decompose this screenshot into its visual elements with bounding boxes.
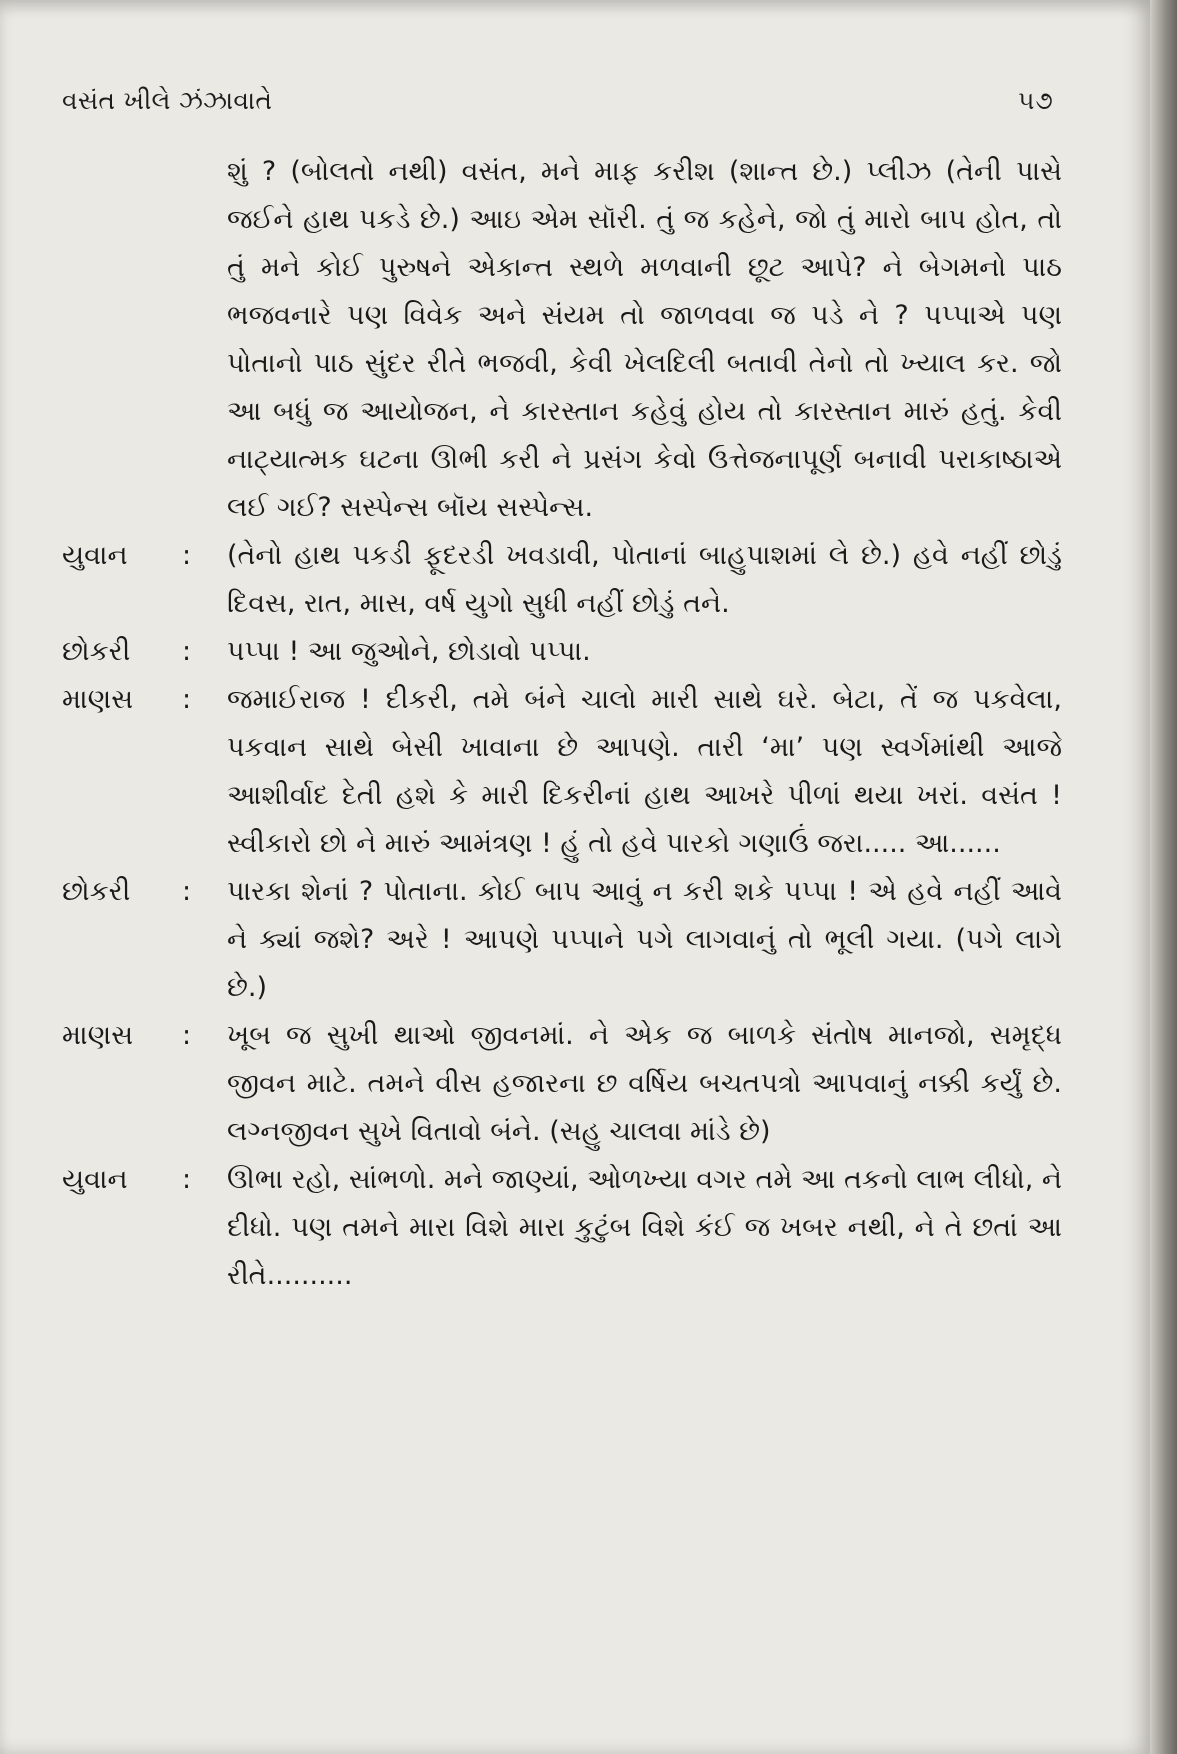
speaker-colon: : <box>182 1020 192 1051</box>
speaker-colon: : <box>182 636 192 667</box>
speaker-colon: : <box>182 540 192 571</box>
speaker-name: માણસ <box>62 1020 134 1051</box>
speech-text: ખૂબ જ સુખી થાઓ જીવનમાં. ને એક જ બાળકે સંતોષ માનજો, સમૃદ્ધ જીવન માટે. તમને વીસ હજારના છ વર્ષિય બચતપત્રો આપવાનું નક્કી કર્યું છે. લગ્નજીવન સુખે વિતાવો બંને. (સહુ ચાલવા માંડે છે) <box>227 1020 1062 1147</box>
speech-line <box>62 1156 1062 1300</box>
page-edge-shadow <box>1150 0 1177 1754</box>
speaker-name: યુવાન <box>62 540 128 571</box>
speech-text: (તેનો હાથ પકડી ફૂદરડી ખવડાવી, પોતાનાં બાહુપાશમાં લે છે.) હવે નહીં છોડું દિવસ, રાત, માસ, વર્ષ યુગો સુધી નહીં છોડું તને. <box>227 540 1062 619</box>
speech-line <box>62 1012 1062 1156</box>
speech-line <box>62 628 1062 676</box>
speech-text: જમાઈરાજ ! દીકરી, તમે બંને ચાલો મારી સાથે ઘરે. બેટા, તેં જ પકવેલા, પકવાન સાથે બેસી ખાવાના છે આપણે. તારી ‘મા’ પણ સ્વર્ગમાંથી આજે આશીર્વાદ દેતી હશે કે મારી દિકરીનાં હાથ આખરે પીળાં થયા ખરાં. વસંત ! સ્વીકારો છો ને મારું આમંત્રણ ! હું તો હવે પારકો ગણાઉં જરા..... આ...... <box>227 684 1062 859</box>
speech-text: ઊભા રહો, સાંભળો. મને જાણ્યાં, ઓળખ્યા વગર તમે આ તકનો લાભ લીધો, ને દીધો. પણ તમને મારા વિશે મારા કુટુંબ વિશે કંઈ જ ખબર નથી, ને તે છતાં આ રીતે.......... <box>227 1164 1062 1291</box>
page-number: ૫૭ <box>1018 86 1054 115</box>
running-title: વસંત ખીલે ઝંઝાવાતે <box>62 86 273 115</box>
speech-text: પપ્પા ! આ જુઓને, છોડાવો પપ્પા. <box>227 636 591 667</box>
speaker-colon: : <box>182 684 192 715</box>
speaker-name: માણસ <box>62 684 134 715</box>
speaker-colon: : <box>182 876 192 907</box>
dialogue-text <box>62 148 1062 1300</box>
speaker-name: છોકરી <box>62 876 131 907</box>
speech-line <box>62 532 1062 628</box>
speech-line <box>62 868 1062 1012</box>
speaker-name: છોકરી <box>62 636 131 667</box>
continued-speech: શું ? (બોલતો નથી) વસંત, મને માફ કરીશ (શાન્ત છે.) પ્લીઝ (તેની પાસે જઈને હાથ પકડે છે.) આઇ એમ સૉરી. તું જ કહેને, જો તું મારો બાપ હોત, તો તું મને કોઈ પુરુષને એકાન્ત સ્થળે મળવાની છૂટ આપે? ને બેગમનો પાઠ ભજવનારે પણ વિવેક અને સંયમ તો જાળવવા જ પડે ને ? પપ્પાએ પણ પોતાનો પાઠ સુંદર રીતે ભજવી, કેવી ખેલદિલી બતાવી તેનો તો ખ્યાલ કર. જો આ બધું જ આયોજન, ને કારસ્તાન કહેવું હોય તો કારસ્તાન મારું હતું. કેવી નાટ્યાત્મક ઘટના ઊભી કરી ને પ્રસંગ કેવો ઉત્તેજનાપૂર્ણ બનાવી પરાકાષ્ઠાએ લઈ ગઈ? સસ્પેન્સ બૉય સસ્પેન્સ. <box>227 156 1062 523</box>
speaker-colon: : <box>182 1164 192 1195</box>
speech-line <box>62 676 1062 868</box>
speech-text: પારકા શેનાં ? પોતાના. કોઈ બાપ આવું ન કરી શકે પપ્પા ! એ હવે નહીં આવે ને ક્યાં જશે? અરે ! આપણે પપ્પાને પગે લાગવાનું તો ભૂલી ગયા. (પગે લાગે છે.) <box>227 876 1062 1003</box>
speaker-name: યુવાન <box>62 1164 128 1195</box>
